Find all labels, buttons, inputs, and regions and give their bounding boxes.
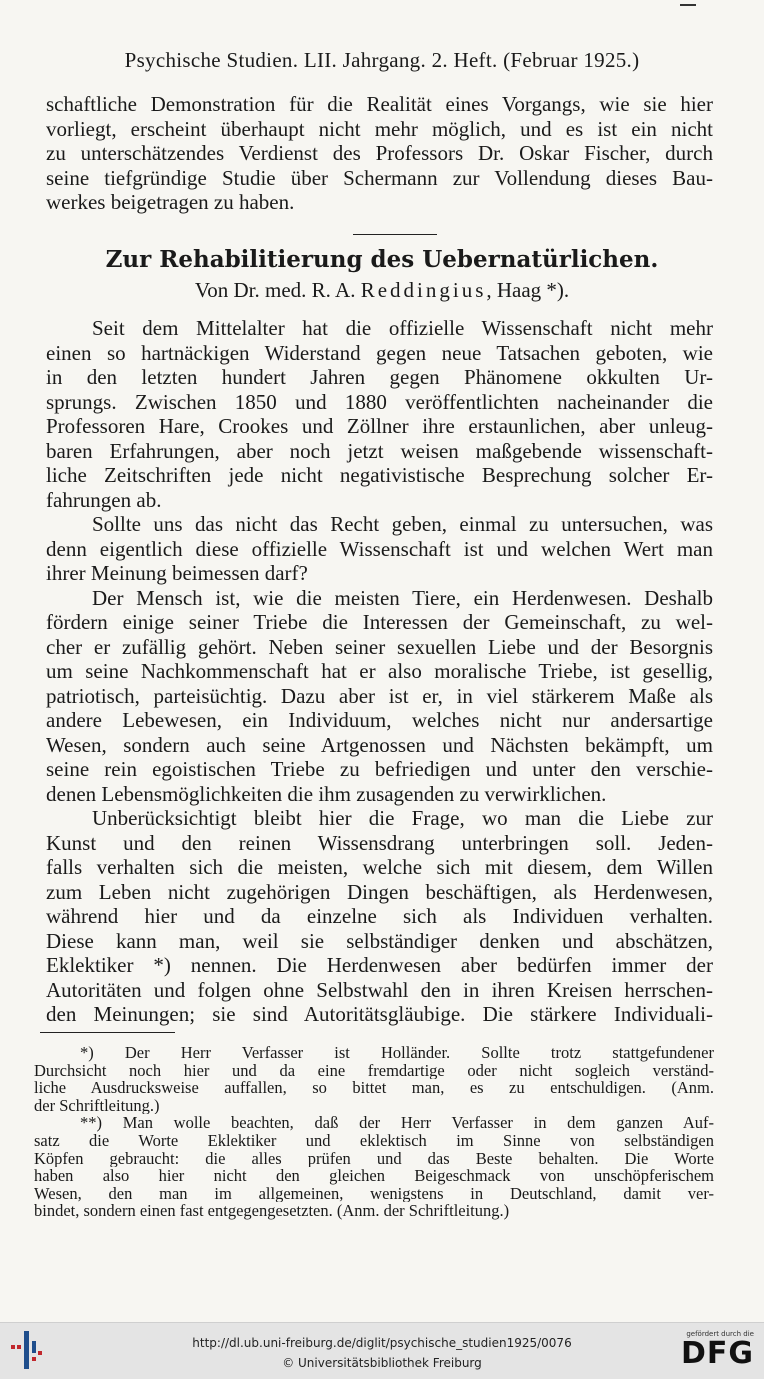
text-line: cher er zufällig gehört. Neben seiner sexuellen Liebe und der Besorgnis (46, 634, 713, 659)
text-line: seine tiefgründige Studie über Schermann zur Vollendung dieses Bau- (46, 165, 713, 190)
text-line: Der Mensch ist, wie die meisten Tiere, ein Herdenwesen. Deshalb (92, 585, 713, 610)
footnote-line: haben also hier nicht den gleichen Beigeschmack von unschöpferischem (34, 1167, 714, 1185)
text-line: patriotisch, parteisüchtig. Dazu aber ist er, in viel stärkerem Maße als (46, 683, 713, 708)
text-line: Autoritäten und folgen ohne Selbstwahl den in ihren Kreisen herrschen- (46, 977, 713, 1002)
text-line: Wesen, sondern auch seine Artgenossen und Nächsten bekämpft, um (46, 732, 713, 757)
page-url-link[interactable]: http://dl.ub.uni-freiburg.de/diglit/psychische_studien1925/0076 (192, 1336, 572, 1350)
footnote-line: Durchsicht noch hier und da eine fremdartige oder nicht sogleich verständ- (34, 1061, 714, 1080)
text-line: fördern einige seiner Triebe die Interessen der Gemeinschaft, zu wel- (46, 610, 713, 634)
text-line: falls verhalten sich die meisten, welche sich mit diesem, dem Willen (46, 855, 713, 879)
byline-prefix: Von Dr. med. R. A. (194, 278, 356, 302)
text-line: zu unterschätzendes Verdienst des Professors Dr. Oskar Fischer, durch (46, 141, 713, 165)
text-line: um seine Nachkommenschaft hat er also moralische Triebe, ist gesellig, (46, 659, 713, 683)
text-line: denn eigentlich diese offizielle Wissenschaft ist und welchen Wert man (46, 536, 713, 561)
article-body (46, 316, 713, 1027)
text-line: denen Lebensmöglichkeiten die ihm zusagenden zu verwirklichen. (46, 781, 607, 806)
text-line: Professoren Hare, Crookes und Zöllner ihre erstaunlichen, aber unleug- (46, 414, 713, 438)
page-corner-mark (680, 0, 696, 6)
footnote-rule (40, 1032, 175, 1033)
text-line: Diese kann man, weil sie selbständiger denken und abschätzen, (46, 928, 713, 953)
text-line: vorliegt, erscheint überhaupt nicht mehr möglich, und es ist ein nicht (46, 116, 713, 141)
text-line: Eklektiker *) nennen. Die Herdenwesen aber bedürfen immer der (46, 953, 713, 977)
text-line: einen so hartnäckigen Widerstand gegen neue Tatsachen geboten, wie (46, 340, 713, 365)
byline-suffix: , Haag *). (486, 278, 570, 302)
text-line: Unberücksichtigt bleibt hier die Frage, wo man die Liebe zur (92, 806, 713, 830)
text-line: sprungs. Zwischen 1850 und 1880 veröffentlichten nacheinander die (46, 389, 713, 414)
footnote-line: Wesen, den man im allgemeinen, wenigstens in Deutschland, damit ver- (34, 1184, 714, 1203)
text-line: ihrer Meinung beimessen darf? (46, 561, 308, 585)
footnote-line: Köpfen gebraucht: die alles prüfen und das Beste behalten. Die Worte (34, 1149, 714, 1168)
intro-paragraph (46, 92, 713, 215)
viewer-footer (0, 1322, 764, 1379)
text-line: baren Erfahrungen, aber noch jetzt weisen maßgebende wissenschaft- (46, 438, 713, 463)
footnote-line: *) Der Herr Verfasser ist Holländer. Sollte trotz stattgefundener (80, 1044, 714, 1062)
text-line: zum Leben nicht zugehörigen Dingen beschäftigen, als Herdenwesen, (46, 879, 713, 904)
footnote-line: satz die Worte Eklektiker und eklektisch im Sinne von selbständigen (34, 1131, 714, 1150)
text-line: Seit dem Mittelalter hat die offizielle Wissenschaft nicht mehr (92, 316, 713, 340)
text-line: in den letzten hundert Jahren gegen Phänomene okkulten Ur- (46, 365, 713, 389)
dfg-logo[interactable]: DFG (680, 1336, 754, 1371)
text-line: Sollte uns das nicht das Recht geben, einmal zu untersuchen, was (92, 512, 713, 536)
text-line: Kunst und den reinen Wissensdrang unterbringen soll. Jeden- (46, 830, 713, 855)
byline-author: Reddingius (360, 278, 487, 302)
text-line: seine rein egoistischen Triebe zu befriedigen und unter den verschie- (46, 757, 713, 781)
footnote-line: der Schriftleitung.) (34, 1096, 160, 1115)
footnote-line: **) Man wolle beachten, daß der Herr Verfasser in dem ganzen Auf- (80, 1114, 714, 1132)
footnotes (34, 1044, 714, 1220)
text-line: schaftliche Demonstration für die Realität eines Vorgangs, wie sie hier (46, 92, 713, 116)
article-byline (0, 278, 764, 303)
text-line: liche Zeitschriften jede nicht negativistische Besprechung solcher Er- (46, 463, 713, 487)
article-title: Zur Rehabilitierung des Uebernatürlichen. (105, 246, 659, 273)
text-line: werkes beigetragen zu haben. (46, 190, 295, 214)
text-line: während hier und da einzelne sich als Individuen verhalten. (46, 904, 713, 928)
footnote-line: liche Ausdrucksweise auffallen, so bittet man, es zu entschuldigen. (Anm. (34, 1079, 714, 1097)
dfg-funding-note: gefördert durch die (686, 1330, 754, 1338)
text-line: fahrungen ab. (46, 487, 162, 512)
text-line: den Meinungen; sie sind Autoritätsgläubige. Die stärkere Individuali- (46, 1002, 713, 1026)
section-separator (353, 234, 437, 235)
copyright-notice: © Universitätsbibliothek Freiburg (282, 1356, 482, 1370)
running-header: Psychische Studien. LII. Jahrgang. 2. Heft. (Februar 1925.) (124, 48, 640, 72)
text-line: andere Lebewesen, ein Individuum, welches nicht nur andersartige (46, 708, 713, 732)
footnote-line: bindet, sondern einen fast entgegengesetzten. (Anm. der Schriftleitung.) (34, 1202, 510, 1220)
